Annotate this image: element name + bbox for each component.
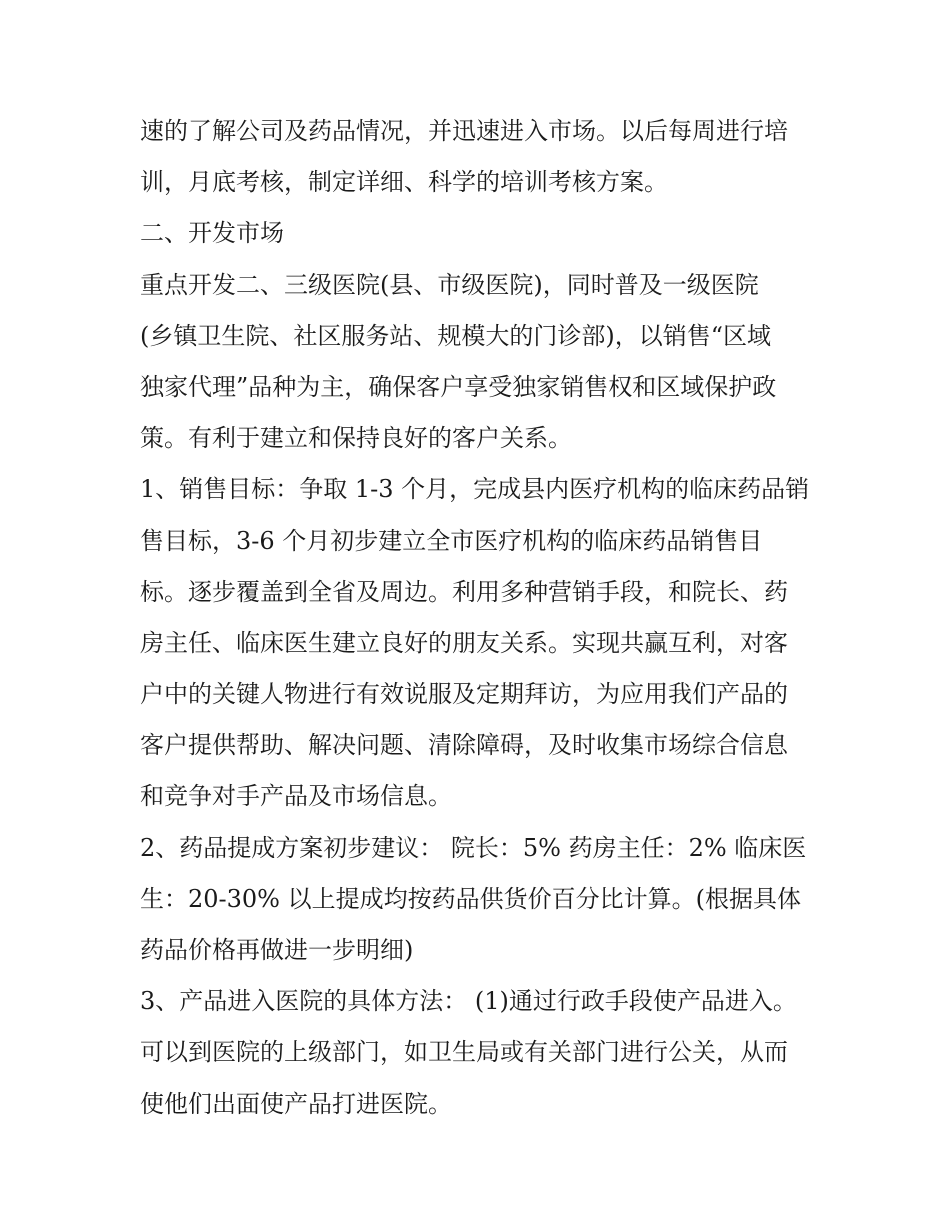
text-line: 户中的关键人物进行有效说服及定期拜访，为应用我们产品的 (140, 680, 788, 709)
text-line: 售目标，3-6 个月初步建立全市医疗机构的临床药品销售目 (140, 526, 763, 555)
text-line: (乡镇卫生院、社区服务站、规模大的门诊部)，以销售“区域 (140, 321, 771, 350)
text-line: 策。有利于建立和保持良好的客户关系。 (140, 424, 572, 453)
text-line: 可以到医院的上级部门，如卫生局或有关部门进行公关，从而 (140, 1038, 788, 1067)
text-line: 速的了解公司及药品情况，并迅速进入市场。以后每周进行培 (140, 117, 788, 145)
text-line: 重点开发二、三级医院(县、市级医院)，同时普及一级医院 (140, 270, 759, 299)
text-line: 使他们出面使产品打进医院。 (140, 1089, 452, 1118)
text-line: 训，月底考核，制定详细、科学的培训考核方案。 (140, 168, 668, 197)
document-body (140, 106, 830, 1130)
text-line: 3、产品进入医院的具体方法： (1)通过行政手段使产品进入。 (140, 987, 797, 1016)
text-line: 生：20-30% 以上提成均按药品供货价百分比计算。(根据具体 (140, 884, 801, 913)
text-line: 客户提供帮助、解决问题、清除障碍，及时收集市场综合信息 (140, 731, 788, 760)
text-line: 房主任、临床医生建立良好的朋友关系。实现共赢互利，对客 (140, 628, 788, 657)
text-line: 药品价格再做进一步明细) (140, 936, 414, 964)
text-line: 独家代理”品种为主，确保客户享受独家销售权和区域保护政 (140, 372, 777, 401)
text-line: 2、药品提成方案初步建议： 院长：5% 药房主任：2% 临床医 (140, 833, 807, 862)
text-line: 标。逐步覆盖到全省及周边。利用多种营销手段，和院长、药 (140, 577, 788, 606)
text-line: 1、销售目标：争取 1-3 个月，完成县内医疗机构的临床药品销 (140, 475, 810, 504)
section-heading: 二、开发市场 (140, 219, 284, 248)
text-line: 和竞争对手产品及市场信息。 (140, 782, 452, 811)
